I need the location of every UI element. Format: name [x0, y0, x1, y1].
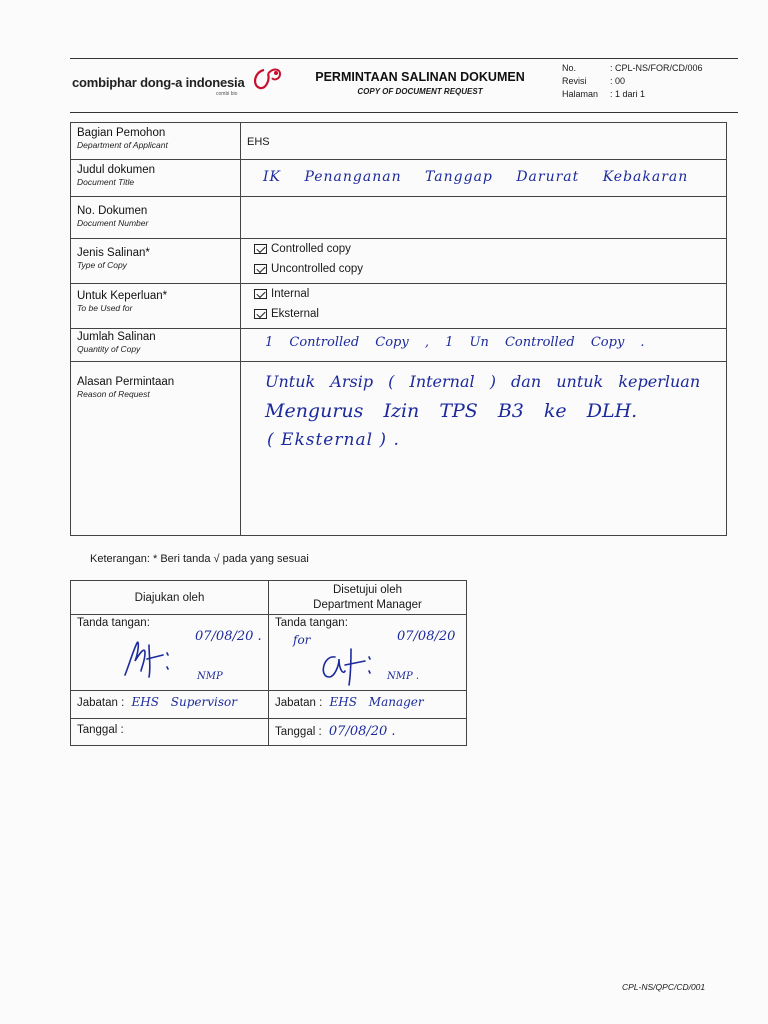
- row-quantity: Jumlah Salinan Quantity of Copy 1 Controlled Copy , 1 Un Controlled Copy .: [71, 329, 727, 362]
- company-sub: combi bio: [216, 91, 238, 97]
- row-reason: Alasan Permintaan Reason of Request Untuk Arsip ( Internal ) dan untuk keperluan Mengurus Izin TPS B3 ke DLH. ( Eksternal ) .: [71, 362, 727, 536]
- footer-code: CPL-NS/QPC/CD/001: [622, 982, 706, 992]
- document-meta: [562, 62, 703, 101]
- logo-swirl-icon: [250, 66, 284, 92]
- document-subtitle: COPY OF DOCUMENT REQUEST: [357, 87, 483, 96]
- external-option[interactable]: Eksternal: [254, 304, 720, 324]
- header-top-rule: [70, 58, 738, 59]
- company-name: combiphar dong-a indonesia: [72, 75, 245, 90]
- left-sign-date: 07/08/20 .: [195, 629, 262, 644]
- row-document-number: No. Dokumen Document Number: [71, 197, 727, 239]
- meta-row-page: Halaman : 1 dari 1: [562, 89, 646, 99]
- row-document-title: Judul dokumen Document Title IK Penanganan Tanggap Darurat Kebakaran: [71, 160, 727, 197]
- request-form-table: [70, 122, 727, 536]
- left-position-value[interactable]: EHS Supervisor: [131, 695, 237, 709]
- right-date-value[interactable]: 07/08/20 .: [328, 724, 396, 739]
- meta-row-revision: Revisi : 00: [562, 76, 626, 86]
- document-title-value[interactable]: IK Penanganan Tanggap Darurat Kebakaran: [263, 169, 689, 185]
- note-text: Keterangan: * Beri tanda √ pada yang sesuai: [90, 553, 309, 565]
- applicant-value[interactable]: EHS: [247, 136, 270, 148]
- reason-value[interactable]: Untuk Arsip ( Internal ) dan untuk keperluan Mengurus Izin TPS B3 ke DLH. ( Eksternal ) .: [241, 362, 727, 536]
- controlled-copy-checkbox[interactable]: [254, 244, 267, 254]
- right-for-text: for: [293, 633, 311, 647]
- right-sign-date: 07/08/20: [397, 629, 456, 644]
- row-copy-type: Jenis Salinan* Type of Copy Controlled copy Uncontrolled copy: [71, 239, 727, 284]
- row-purpose: Untuk Keperluan* To be Used for Internal Eksternal: [71, 284, 727, 329]
- position-row: Jabatan : EHS Supervisor Jabatan : EHS Manager: [71, 691, 467, 719]
- approval-header-row: [71, 581, 467, 615]
- approval-table: [70, 580, 467, 746]
- header-bottom-rule: [70, 112, 738, 113]
- internal-option[interactable]: Internal: [254, 284, 720, 304]
- signature-row: Tanda tangan: 07/08/20 . NMP Tanda tangan: for 07/08/20 NMP .: [71, 615, 467, 691]
- approved-by-role: Department Manager: [313, 598, 422, 611]
- right-position-value[interactable]: EHS Manager: [329, 695, 424, 709]
- approved-by-header: Disetujui oleh: [332, 583, 403, 596]
- company-logo: [72, 74, 245, 97]
- document-title-block: [300, 70, 540, 96]
- submitted-by-header: Diajukan oleh: [134, 591, 205, 604]
- left-initials: NMP: [197, 671, 223, 682]
- internal-checkbox[interactable]: [254, 289, 267, 299]
- external-checkbox[interactable]: [254, 309, 267, 319]
- quantity-value[interactable]: 1 Controlled Copy , 1 Un Controlled Copy .: [265, 335, 645, 350]
- document-title: PERMINTAAN SALINAN DOKUMEN: [315, 70, 525, 84]
- meta-row-number: No. : CPL-NS/FOR/CD/006: [562, 63, 703, 73]
- right-signature-icon: [315, 643, 385, 689]
- right-initials: NMP .: [387, 671, 420, 682]
- uncontrolled-copy-option[interactable]: Uncontrolled copy: [254, 259, 720, 279]
- date-row: Tanggal : Tanggal : 07/08/20 .: [71, 719, 467, 746]
- controlled-copy-option[interactable]: Controlled copy: [254, 239, 720, 259]
- row-applicant: Bagian Pemohon Department of Applicant $_{EHS}$: [71, 123, 727, 160]
- left-signature-icon: [119, 637, 181, 683]
- uncontrolled-copy-checkbox[interactable]: [254, 264, 267, 274]
